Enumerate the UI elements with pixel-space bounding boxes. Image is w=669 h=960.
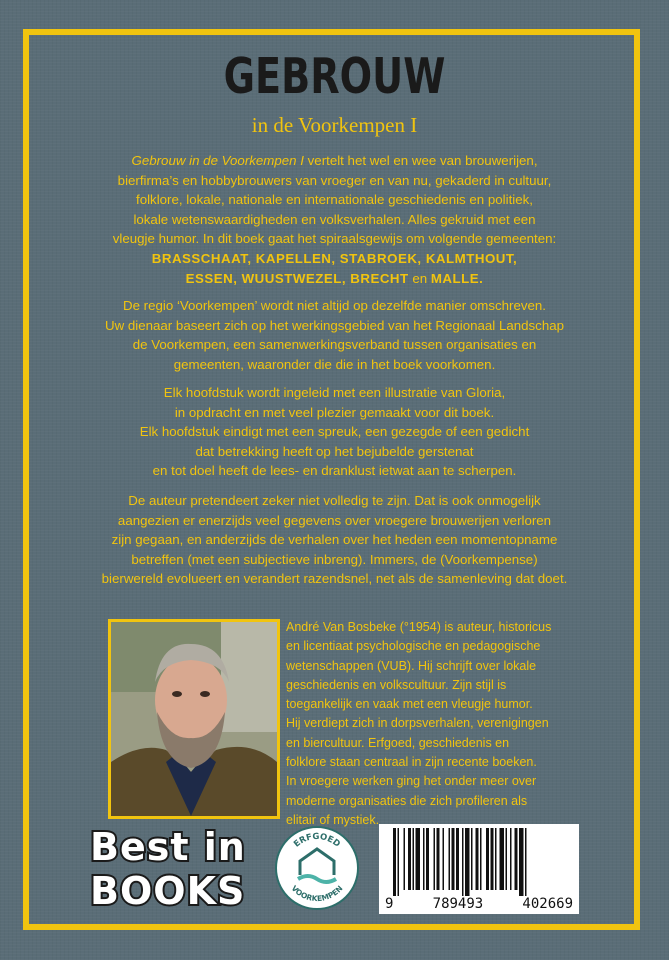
chapters-paragraph (60, 383, 609, 481)
author-portrait-illustration (111, 622, 277, 816)
chapters-line-4: dat betrekking heeft op het bejubelde gerstenat (195, 443, 474, 459)
book-subtitle: in de Voorkempen I (251, 113, 418, 137)
chapters-line-5: en tot doel heeft de lees- en dranklust ietwat aan te scherpen. (152, 463, 517, 479)
bio-line: en biercultuur. Erfgoed, geschiedenis en (286, 735, 510, 750)
author-bio (286, 618, 586, 830)
barcode-bar (491, 828, 494, 890)
barcode-bar (416, 828, 421, 890)
erfgoed-top-text: ERFGOED (292, 831, 342, 850)
barcode-bar (465, 828, 470, 896)
chapters-line-3: Elk hoofdstuk eindigt met een spreuk, een gezegde of een gedicht (139, 424, 530, 440)
region-line-3: de Voorkempen, een samenwerkingsverband tussen organisaties en (132, 337, 537, 353)
barcode-digits (379, 896, 579, 912)
barcode-bar (495, 828, 497, 890)
intro-line-2: bierfirma’s en hobbybrouwers van vroeger en van nu, gekaderd in cultuur, (117, 172, 552, 188)
bio-line: en licentiaat psychologische en pedagogische (286, 639, 541, 654)
bio-line: folklore staan centraal in zijn recente boeken. (286, 755, 537, 770)
barcode-digit-group-2: 402669 (522, 896, 573, 912)
barcode-bar (449, 828, 451, 890)
barcode-bar (434, 828, 436, 890)
bio-line: elitair of mystiek. (286, 812, 380, 827)
region-paragraph (60, 296, 609, 374)
barcode-bar (476, 828, 479, 890)
barcode-bar (515, 828, 518, 890)
author-note-line-2: aangezien er enerzijds veel gegevens over vroegere brouwerijen verloren (117, 512, 552, 528)
barcode-bar (443, 828, 445, 890)
region-line-1: De regio ‘Voorkempen’ wordt niet altijd op dezelfde manier omschreven. (122, 298, 546, 313)
towns-line-2a: ESSEN, WUUSTWEZEL, BRECHT (185, 270, 409, 286)
barcode-bar (471, 828, 473, 890)
towns-line-2c: MALLE. (430, 270, 484, 286)
barcode-bar (500, 828, 505, 890)
barcode-bar (408, 828, 411, 890)
bio-line: moderne organisaties die zich profileren als (286, 793, 528, 808)
barcode-bar (456, 828, 459, 890)
barcode-bars (379, 824, 579, 896)
intro-line-4: lokale wetenswaardigheden en volksverhalen. Alles gekruid met een (133, 211, 536, 227)
barcode-bar (510, 828, 512, 890)
barcode-bar (398, 828, 400, 896)
author-note-line-3: zijn gegaan, en anderzijds de verhalen over het heden een momentopname (111, 532, 558, 548)
barcode-bar (486, 828, 489, 890)
barcode-bar (480, 828, 482, 890)
intro-line-1: vertelt het wel en wee van brouwerijen, (303, 153, 538, 168)
erfgoed-bottom-text: VOORKEMPEN (289, 883, 345, 904)
barcode-bar (462, 828, 464, 896)
intro-line-3: folklore, lokale, nationale en internationale geschiedenis en politiek, (136, 192, 533, 208)
author-photo (108, 619, 280, 819)
best-in-books-logo (90, 822, 250, 912)
intro-lead-title: Gebrouw in de Voorkempen I (131, 153, 304, 168)
barcode-bar (404, 828, 406, 890)
bio-line: wetenschappen (VUB). Hij schrijft over lokale (286, 658, 537, 673)
author-note-line-4: betreffen (met een subjectieve inbreng). Immers, de (Voorkempense) (131, 551, 538, 567)
author-note-paragraph (60, 491, 609, 589)
barcode-bar (413, 828, 415, 890)
bio-line: André Van Bosbeke (°1954) is auteur, historicus (286, 620, 552, 634)
barcode-bar (423, 828, 425, 890)
barcode-bar (519, 828, 524, 896)
barcode-digit-group-1: 789493 (432, 896, 484, 912)
barcode-bar (393, 828, 396, 896)
intro-paragraph (60, 151, 609, 288)
intro-line-5: vleugje humor. In dit boek gaat het spiraalsgewijs om volgende gemeenten: (112, 231, 557, 247)
author-note-line-5: bierwereld evolueert en verandert razendsnel, net als de samenleving dat doet. (101, 571, 568, 587)
towns-line-1: BRASSCHAAT, KAPELLEN, STABROEK, KALMTHOUT, (151, 250, 518, 266)
towns-line-2b: en (408, 270, 431, 286)
bio-line: Hij verdiept zich in dorpsverhalen, verenigingen (286, 716, 549, 731)
chapters-line-2: in opdracht en met veel plezier gemaakt voor dit boek. (174, 404, 495, 420)
barcode-bar (506, 828, 508, 890)
books-line: BOOKS (90, 869, 246, 912)
isbn-barcode (379, 824, 579, 914)
barcode-bar (525, 828, 527, 896)
barcode-bar (452, 828, 455, 890)
region-line-2: Uw dienaar baseert zich op het werkingsgebied van het Regionaal Landschap (104, 317, 565, 333)
region-line-4: gemeenten, waaronder die die in het boek voorkomen. (173, 356, 496, 372)
best-in-line: Best in (90, 825, 246, 869)
author-note-line-1: De auteur pretendeert zeker niet volledig te zijn. Dat is ook onmogelijk (128, 493, 541, 508)
chapters-line-1: Elk hoofdstuk wordt ingeleid met een illustratie van Gloria, (163, 385, 506, 400)
barcode-bar (426, 828, 429, 890)
book-title: GEBROUW (223, 48, 446, 105)
bio-line: geschiedenis en volkscultuur. Zijn stijl is (286, 677, 507, 692)
bio-line: In vroegere werken ging het onder meer over (286, 774, 537, 789)
erfgoed-voorkempen-logo (274, 825, 360, 911)
barcode-digit-lead: 9 (385, 896, 394, 912)
barcode-bar (437, 828, 440, 890)
bio-line: toegankelijk en vaak met een vleugje humor. (286, 697, 533, 712)
